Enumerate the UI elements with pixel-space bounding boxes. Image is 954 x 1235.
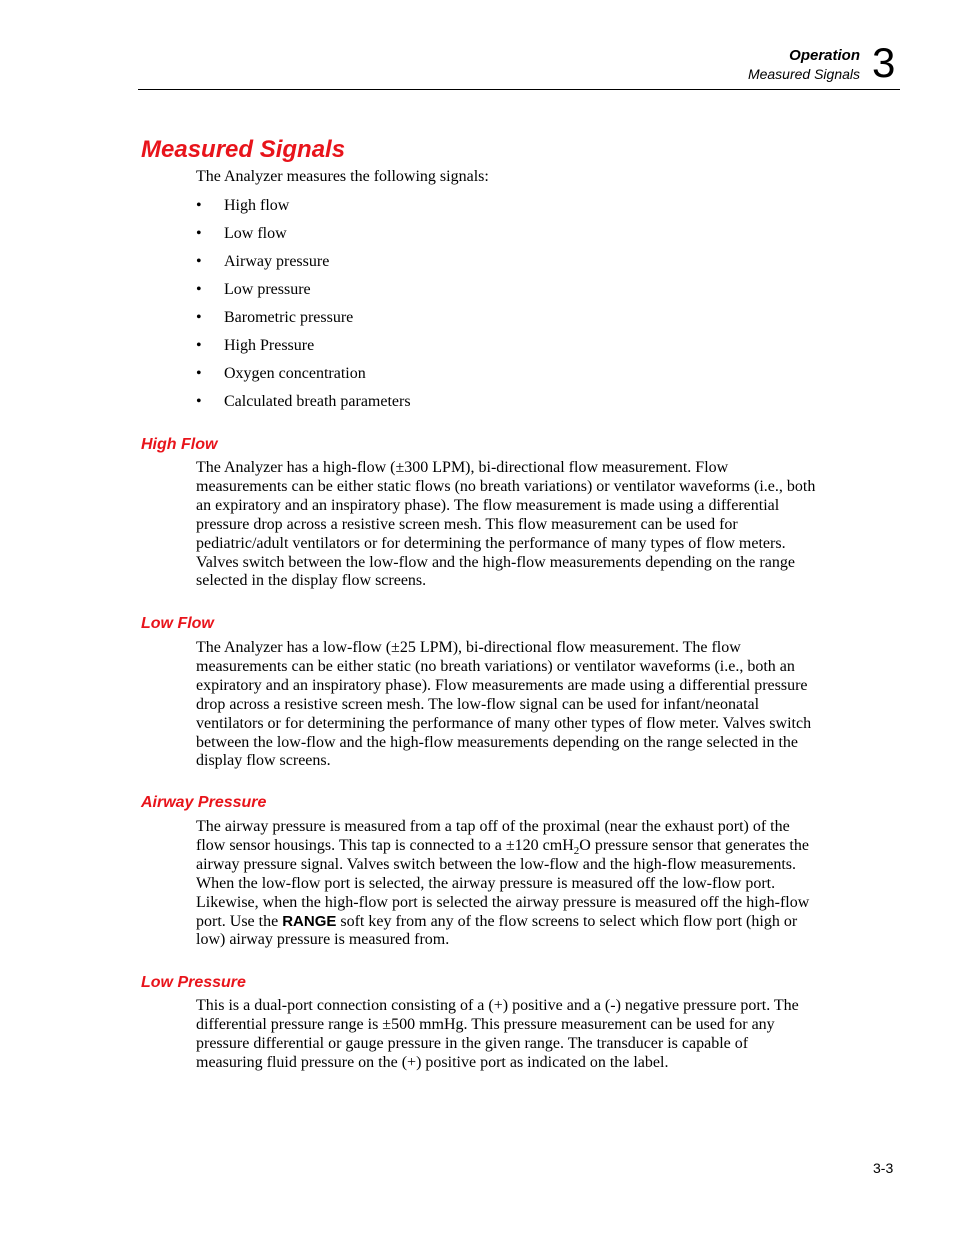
list-item-label: Oxygen concentration (224, 365, 366, 382)
bullet-icon: • (196, 365, 202, 382)
high-flow-heading: High Flow (141, 436, 218, 453)
page-title: Measured Signals (141, 136, 346, 163)
bullet-icon: • (196, 337, 202, 354)
chapter-number: 3 (872, 39, 896, 86)
airway-pressure-text-2: O pressure sensor that generates the airway pressure signal. Valves switch between the low-flow and the high-flow measurements. When the low-flow port is selected, the airway pressure is measured off the low-flow port. Likewise, when the high-flow port is selected the airway pressure is measured off the high-flow port. Use the (196, 836, 810, 930)
low-pressure-body: This is a dual-port connection consisting of a (+) positive and a (-) negative pressure port. The differential pressure range is ±500 mmHg. This pressure measurement can be used for any pressure differential or gauge pressure in the given range. The transducer is capable of measuring fluid pressure on the (+) positive port as indicated on the label. (196, 997, 799, 1071)
list-item-label: Low flow (224, 225, 287, 242)
list-item-label: High flow (224, 197, 290, 214)
subscript-two: 2 (573, 845, 580, 858)
list-item-label: Barometric pressure (224, 309, 354, 326)
chapter-title: Operation (789, 47, 860, 64)
bullet-icon: • (196, 393, 202, 410)
airway-pressure-heading: Airway Pressure (141, 794, 267, 811)
low-flow-body: The Analyzer has a low-flow (±25 LPM), bi-directional flow measurement. The flow measurements can be either static (no breath variations) or ventilator waveforms (i.e., both an expiratory and an inspiratory phase). Flow measurements are made using a differential pressure drop across a resistive screen mesh. The low-flow signal can be used for infant/neonatal ventilators or for determining the performance of many other types of flow meter. Valves switch between the low-flow and the high-flow measurements depending on the range selected in the display flow screens. (196, 639, 812, 770)
list-item-label: Calculated breath parameters (224, 393, 411, 410)
airway-pressure-text-1: The airway pressure is measured from a tap off of the proximal (near the exhaust port) of the flow sensor housings. This tap is connected to a ±120 cmH (196, 818, 790, 854)
bullet-icon: • (196, 281, 202, 298)
bullet-icon: • (196, 253, 202, 270)
page-number: 3-3 (873, 1160, 894, 1176)
running-header (748, 47, 860, 83)
list-item-label: Low pressure (224, 281, 311, 298)
list-item-label: Airway pressure (224, 253, 330, 270)
bullet-icon: • (196, 225, 202, 242)
low-pressure-heading: Low Pressure (141, 974, 246, 991)
high-flow-body: The Analyzer has a high-flow (±300 LPM), bi-directional flow measurement. Flow measurements can be either static flows (no breath variations) or ventilator waveforms (i.e., both an expiratory and an inspiratory phase). The flow measurement is made using a differential pressure drop across a resistive screen mesh. This flow measurement can be used for pediatric/adult ventilators or for determining the performance of many types of flow meters. Valves switch between the low-flow and the high-flow measurements depending on the range selected in the display flow screens. (196, 459, 816, 590)
range-soft-key-label: RANGE (282, 912, 337, 930)
airway-pressure-body (196, 818, 816, 950)
section-title: Measured Signals (747, 66, 860, 82)
list-item-label: High Pressure (224, 337, 315, 354)
bullet-icon: • (196, 197, 202, 214)
bullet-icon: • (196, 309, 202, 326)
low-flow-heading: Low Flow (141, 615, 214, 632)
header-divider (138, 89, 900, 90)
airway-pressure-text-3: soft key from any of the flow screens to select which flow port (high or low) airway pressure is measured from. (196, 912, 798, 949)
intro-text: The Analyzer measures the following signals: (196, 168, 489, 185)
